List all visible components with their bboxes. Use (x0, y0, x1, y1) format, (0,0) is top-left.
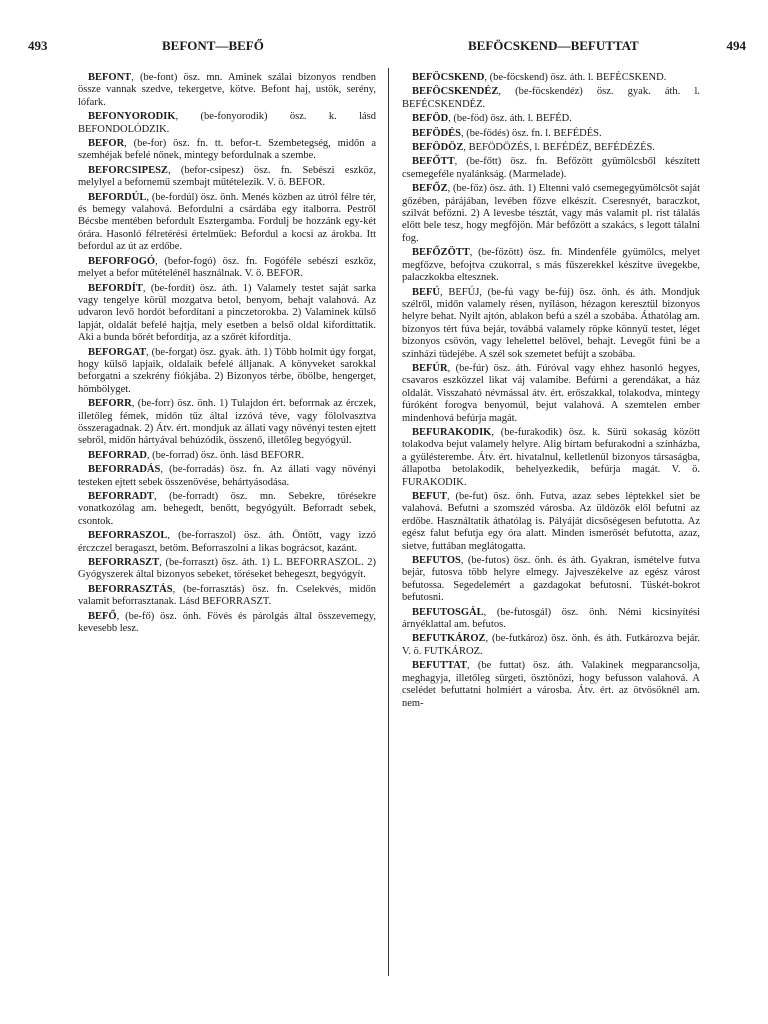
dictionary-entry: BEFÚR, (be-fúr) ösz. áth. Fúróval vagy ehhez hasonló hegyes, csavaros eszközzel likat váj valamibe. Befúrni a gerendákat, a ház oldalát. Visszaható névmással átv. ért. erőszakkal, tolakodva, mintegy fúróként forogva benyomúl, bejut valahová. A szemtelen ember mindenhová befúrja magát. (402, 362, 700, 424)
dictionary-entry: BEFORDÍT, (be-fordít) ösz. áth. 1) Valamely testet saját sarka vagy tengelye körül mozgatva betol, benyom, behajt valahová. Az udvaron levő hordót befordítani a pinczetorokba. 2) Valaminek külső lapját, oldalát befelé hajtja, mely esetben a belső oldal kifordíttatik. Aki a bunda bőrét befordítja, az a szőrét kifordítja. (78, 282, 376, 344)
left-column (78, 72, 376, 637)
entry-headword: BEFORRASZTÁS (88, 583, 173, 595)
entry-headword: BEFŐZ (412, 183, 448, 195)
dictionary-entry: BEFORRADÁS, (be-forradás) ösz. fn. Az állati vagy növényi testeken ejtett sebek összenövése, behártyásodása. (78, 464, 376, 488)
entry-headword: BEFORRADT (88, 491, 154, 502)
dictionary-entry: BEFÖD, (be-föd) ösz. áth. l. BEFÉD. (412, 113, 572, 125)
entry-headword: BEFŐTT (412, 156, 455, 168)
entry-headword: BEFORRASZOL (88, 530, 168, 542)
entry-headword: BEFÖCSKENDÉZ (412, 86, 499, 98)
entry-headword: BEFORRASZT (88, 557, 160, 569)
dictionary-entry: BEFORRASZTÁS, (be-forrasztás) ösz. fn. Cselekvés, midőn valamit beforrasztanak. Lásd BEFORRASZT. (78, 583, 376, 608)
entry-headword: BEFÖDÉS (412, 127, 462, 139)
dictionary-entry: BEFONYORODIK, (be-fonyorodik) ösz. k. lásd BEFONDOLÓDZIK. (78, 111, 376, 135)
dictionary-entry: BEFORFOGÓ, (befor-fogó) ösz. fn. Fogóféle sebészi eszköz, melyet a befor műtételénél használnak. V. ö. BEFOR. (78, 255, 376, 280)
entry-headword: BEFORCSIPESZ (88, 164, 168, 176)
dictionary-entry: BEFÖDÖZ, BEFÖDÖZÉS, l. BEFÉDÉZ, BEFÉDÉZÉS. (412, 142, 655, 154)
entry-headword: BEFORR (88, 398, 132, 410)
dictionary-entry: BEFORCSIPESZ, (befor-csipesz) ösz. fn. Sebészi eszköz, melylyel a befornemű szembajt műtételezik. V. ö. BEFOR. (78, 164, 376, 189)
left-page-number: 493 (28, 38, 48, 53)
entry-headword: BEFŐZÖTT (412, 247, 470, 259)
entry-headword: BEFUTTAT (412, 660, 468, 672)
page-header (20, 38, 746, 60)
dictionary-entry: BEFUTTAT, (be futtat) ösz. áth. Valakinek megparancsolja, meghagyja, illetőleg sürgeti, ösztönözi, hogy befusson valahová. A cselédet befuttatni holmiért a városba. Átv. ért. az ötvösöknél am. nem- (402, 660, 700, 709)
dictionary-entry: BEFÚ, BEFÚJ, (be-fú vagy be-fúj) ösz. önh. és áth. Mondjuk szélről, midőn valamely résen, nyíláson, hézagon keresztül bizonyos helyre behat. Nyilt ajtón, ablakon befú a szél a szobába. Áthatólag am. bizonyos tért fúva bejár, továbbá valamely röpke könnyű testet, léget bizonyos csövön, vagy lehelettel belövel, behajt. Levegőt fúni be a színházi tüdejébe. A szél sok szemetet befújt a szobába. (402, 286, 700, 360)
entry-headword: BEFORDÚL (88, 191, 147, 203)
dictionary-entry: BEFORR, (be-forr) ösz. önh. 1) Tulajdon ért. beforrnak az érczek, illetőleg fémek, midőn tűz által izzóvá téve, vagy fölolvasztva összeragadnak. 2) Átv. ért. mondjuk az állati vagy növényi testen ejtett sebről, midőn hártyával behúzódik, összenő, illetőleg begyógyúl. (78, 398, 376, 447)
entry-headword: BEFORRAD (88, 449, 147, 461)
dictionary-entry: BEFUTOS, (be-futos) ösz. önh. és áth. Gyakran, ismételve futva bejár, futosva több helyre elmegy. Jajveszékelve az egész várost befutossa. Segedelemért a gazdagokat befutosni. Tüskét-bokrot befutosni. (402, 555, 700, 604)
dictionary-entry: BEFORRASZT, (be-forraszt) ösz. áth. 1) L. BEFORRASZOL. 2) Gyógyszerek által bizonyos sebeket, töréseket behegeszt, begyógyít. (78, 557, 376, 581)
dictionary-entry: BEFUTOSGÁL, (be-futosgál) ösz. önh. Némi kicsinyítési árnyéklattal am. befutos. (402, 606, 700, 631)
dictionary-entry: BEFORGAT, (be-forgat) ösz. gyak. áth. 1) Több holmit úgy forgat, hogy külső lapjaik, oldalaik befelé álljanak. A könyveket sarokkal beforgatni a szekrény fiókjába. 2) Bizonyos térbe, öbölbe, hengerget, hömbölyget. (78, 346, 376, 395)
entry-headword: BEFUTOSGÁL (412, 606, 484, 618)
dictionary-entry: BEFONT, (be-font) ösz. mn. Aminek szálai bizonyos rendben össze vannak szedve, tekergetve, kötve. Befont haj, ustök, serény, lófark. (78, 72, 376, 108)
dictionary-entry: BEFŐTT, (be-főtt) ösz. fn. Befőzött gyümölcsből készített csemegeféle nyalánkság. (Marmelade). (402, 156, 700, 180)
entry-headword: BEFURAKODIK (412, 426, 492, 438)
entry-headword: BEFORGAT (88, 346, 147, 358)
dictionary-entry: BEFORRAD, (be-forrad) ösz. önh. lásd BEFORR. (88, 449, 305, 461)
dictionary-entry: BEFOR, (be-for) ösz. fn. tt. befor-t. Szembetegség, midőn a szemhéjak befelé nőnek, mintegy befordulnak a szembe. (78, 138, 376, 162)
right-column (402, 72, 700, 712)
entry-headword: BEFORFOGÓ (88, 255, 156, 267)
entry-headword: BEFUTKÁROZ (412, 633, 486, 645)
left-running-head: BEFONT—BEFŐ (162, 38, 264, 53)
dictionary-entry: BEFORDÚL, (be-fordúl) ösz. önh. Menés közben az útról félre tér, és bemegy valahová. Befordulni a csárdába egy italborra. Pestről Bécsbe mentében befordult Esztergamba. Fordulj be hozzánk egy-két órára. Hasonló félretérési értelműek: Befordul a kocsi az árokba. Itt befordul az út az erdőbe. (78, 191, 376, 253)
dictionary-entry: BEFÖCSKENDÉZ, (be-föcskendéz) ösz. gyak. áth. l. BEFÉCSKENDÉZ. (402, 86, 700, 110)
column-divider (388, 68, 389, 976)
entry-headword: BEFÖDÖZ (412, 142, 464, 154)
entry-headword: BEFUTOS (412, 555, 461, 567)
entry-headword: BEFORDÍT (88, 282, 143, 294)
entry-headword: BEFONT (88, 72, 132, 83)
dictionary-entry: BEFUTKÁROZ, (be-futkároz) ösz. önh. és áth. Futkározva bejár. V. ö. FUTKÁROZ. (402, 633, 700, 657)
dictionary-entry: BEFUT, (be-fut) ösz. önh. Futva, azaz sebes léptekkel siet be valahová. Befutni a szomszéd városba. Az üldözők elől befutni az erdőbe. Használtatik áthatólag is. Pályáját dicsőségesen befutotta. Az egész falut befutja egy óra alatt. Minden ismerősét befutotta, azaz, sietve, futtában meglátogatta. (402, 491, 700, 552)
entry-headword: BEFONYORODIK (88, 111, 176, 123)
dictionary-entry: BEFORRADT, (be-forradt) ösz. mn. Sebekre, törésekre vonatkozólag am. behegedt, benőtt, begyógyúlt. Beforradt sebek, csontok. (78, 491, 376, 527)
entry-headword: BEFÖCSKEND (412, 72, 485, 83)
dictionary-entry: BEFŐ, (be-fő) ösz. önh. Fövés és párolgás által összevemegy, kevesebb lesz. (78, 610, 376, 635)
dictionary-entry: BEFÖDÉS, (be-födés) ösz. fn. l. BEFÉDÉS. (412, 127, 602, 139)
entry-headword: BEFÖD (412, 113, 449, 125)
right-page-number: 494 (726, 38, 746, 53)
right-running-head: BEFÖCSKEND—BEFUTTAT (468, 38, 639, 53)
entry-headword: BEFORRADÁS (88, 464, 161, 476)
entry-headword: BEFOR (88, 138, 125, 150)
entry-headword: BEFŐ (88, 610, 117, 622)
entry-headword: BEFÚR (412, 362, 448, 374)
dictionary-entry: BEFORRASZOL, (be-forraszol) ösz. áth. Öntött, vagy izzó érczczel beragaszt, betöm. Beforraszolni a likas bográcsot, kazánt. (78, 530, 376, 554)
dictionary-entry: BEFURAKODIK, (be-furakodik) ösz. k. Sürü sokaság között tolakodva bejut valamely helyre. Alig bírtam befurakodni a színházba, a gyülésterembe. Átv. ért. hivatalnul, kelletlenül bizonyos társaságba, állapotba betolakodik, behelyezkedik, befúrja magát. V. ö. FURAKODIK. (402, 426, 700, 488)
dictionary-entry: BEFÖCSKEND, (be-föcskend) ösz. áth. l. BEFÉCSKEND. (412, 72, 667, 83)
dictionary-entry: BEFŐZ, (be-főz) ösz. áth. 1) Eltenni való csemegegyümölcsöt saját gőzében, párájában, levében főzve elkészít. Cseresnyét, baraczkot, szilvát befőzni. 2) A levesbe tésztát, vagy más valamit pl. rist tálalás előtt bele tesz, hogy megfőjön. Már befőzött a szakács, s legott tálalni fog. (402, 183, 700, 244)
dictionary-entry: BEFŐZÖTT, (be-főzött) ösz. fn. Mindenféle gyümölcs, melyet megfőzve, befojtva czukorral, s más fűszerekkel készítve üvegekbe, palaczkokba eltesznek. (402, 247, 700, 284)
entry-headword: BEFUT (412, 491, 448, 502)
entry-headword: BEFÚ (412, 286, 441, 298)
